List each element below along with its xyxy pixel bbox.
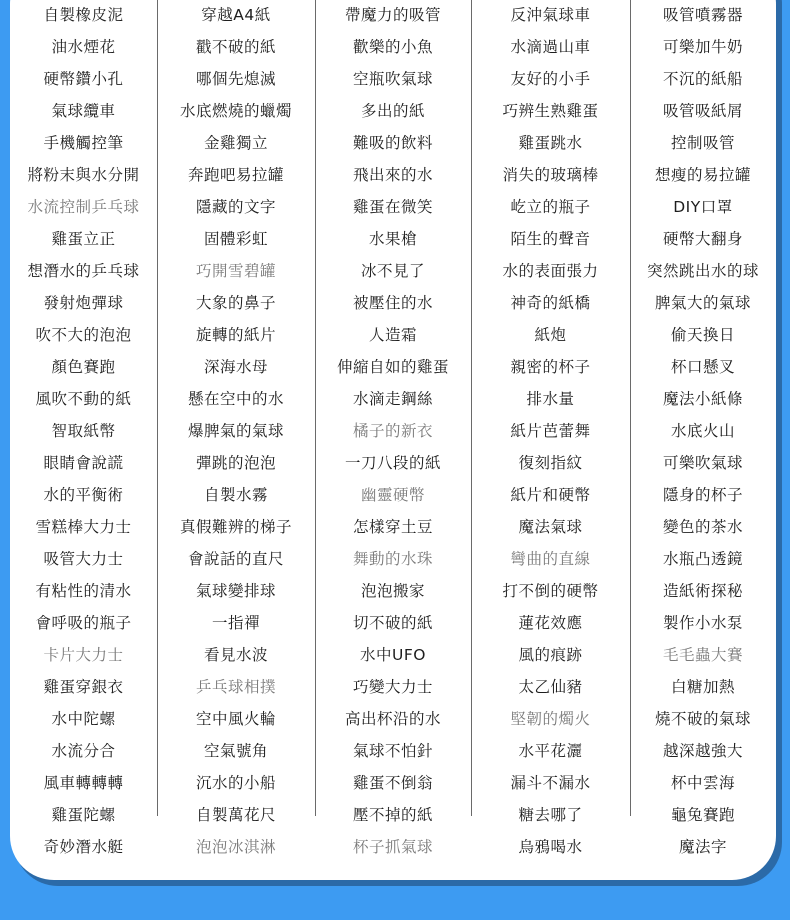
experiment-name-cell: 水果槍 xyxy=(368,230,417,248)
experiment-name-cell: 幽靈硬幣 xyxy=(360,486,425,504)
experiment-name-cell: 吸管吸紙屑 xyxy=(662,102,743,120)
experiment-name-cell: 自製水霧 xyxy=(203,486,268,504)
experiment-name-cell: 沉水的小船 xyxy=(195,774,276,792)
experiment-name-cell: 水滴過山車 xyxy=(510,38,591,56)
experiment-name-cell: 壓不掉的紙 xyxy=(352,806,433,824)
experiment-name-cell: 切不破的紙 xyxy=(352,614,433,632)
experiment-name-cell: 魔法小紙條 xyxy=(662,390,743,408)
table-row xyxy=(10,832,776,864)
experiment-name-cell: 奇妙潛水艇 xyxy=(43,838,124,856)
experiment-name-cell: 旋轉的紙片 xyxy=(195,326,276,344)
experiment-name-cell: 將粉末與水分開 xyxy=(27,166,140,184)
experiment-name-cell: 不沉的紙船 xyxy=(662,70,743,88)
experiment-name-cell: 自製萬花尺 xyxy=(195,806,276,824)
experiment-name-cell: 巧開雪碧罐 xyxy=(195,262,276,280)
table-row xyxy=(10,704,776,736)
experiment-list-card xyxy=(10,0,776,880)
experiment-name-cell: 神奇的紙橋 xyxy=(510,294,591,312)
experiment-name-cell: 杯子抓氣球 xyxy=(352,838,433,856)
experiment-name-cell: 可樂加牛奶 xyxy=(662,38,743,56)
table-row xyxy=(10,576,776,608)
experiment-name-cell: 發射炮彈球 xyxy=(43,294,124,312)
experiment-name-cell: 蓮花效應 xyxy=(518,614,583,632)
table-row xyxy=(10,608,776,640)
experiment-name-cell: 歡樂的小魚 xyxy=(352,38,433,56)
experiment-name-cell: 自製橡皮泥 xyxy=(43,6,124,24)
experiment-name-cell: 風吹不動的紙 xyxy=(35,390,132,408)
experiment-name-cell: 水瓶凸透鏡 xyxy=(662,550,743,568)
experiment-name-cell: 水滴走鋼絲 xyxy=(352,390,433,408)
experiment-name-cell: 巧辨生熟雞蛋 xyxy=(502,102,599,120)
experiment-name-cell: 造紙術探秘 xyxy=(662,582,743,600)
experiment-name-cell: 伸縮自如的雞蛋 xyxy=(336,358,449,376)
experiment-name-cell: 一指禪 xyxy=(211,614,260,632)
experiment-name-cell: 氣球纜車 xyxy=(51,102,116,120)
experiment-name-cell: 反沖氣球車 xyxy=(510,6,591,24)
experiment-name-cell: 氣球變排球 xyxy=(195,582,276,600)
table-row xyxy=(10,480,776,512)
experiment-name-cell: 雞蛋在微笑 xyxy=(352,198,433,216)
experiment-name-cell: 固體彩虹 xyxy=(203,230,268,248)
experiment-name-cell: 怎樣穿土豆 xyxy=(352,518,433,536)
table-row xyxy=(10,224,776,256)
experiment-name-cell: 白糖加熱 xyxy=(670,678,735,696)
table-row xyxy=(10,384,776,416)
experiment-name-cell: 控制吸管 xyxy=(670,134,735,152)
experiment-name-cell: 有粘性的清水 xyxy=(35,582,132,600)
experiment-name-cell: 糖去哪了 xyxy=(518,806,583,824)
table-row xyxy=(10,64,776,96)
experiment-name-cell: 親密的杯子 xyxy=(510,358,591,376)
experiment-name-cell: 紙炮 xyxy=(534,326,567,344)
experiment-name-cell: 卡片大力士 xyxy=(43,646,124,664)
experiment-name-cell: 飛出來的水 xyxy=(352,166,433,184)
experiment-name-cell: 毛毛蟲大賽 xyxy=(662,646,743,664)
experiment-name-cell: 爆脾氣的氣球 xyxy=(187,422,284,440)
experiment-name-cell: 帶魔力的吸管 xyxy=(344,6,441,24)
experiment-name-cell: 水中UFO xyxy=(360,646,426,664)
experiment-name-cell: 懸在空中的水 xyxy=(187,390,284,408)
experiment-name-cell: 會呼吸的瓶子 xyxy=(35,614,132,632)
experiment-name-cell: 排水量 xyxy=(526,390,575,408)
experiment-name-cell: 打不倒的硬幣 xyxy=(502,582,599,600)
experiment-name-cell: 真假難辨的梯子 xyxy=(179,518,292,536)
experiment-name-cell: 屹立的瓶子 xyxy=(510,198,591,216)
experiment-name-cell: 泡泡冰淇淋 xyxy=(195,838,276,856)
experiment-name-cell: 水流分合 xyxy=(51,742,116,760)
experiment-name-cell: 泡泡搬家 xyxy=(360,582,425,600)
experiment-name-cell: 戳不破的紙 xyxy=(195,38,276,56)
experiment-name-cell: 吸管噴霧器 xyxy=(662,6,743,24)
experiment-name-cell: 水底火山 xyxy=(670,422,735,440)
experiment-name-cell: 大象的鼻子 xyxy=(195,294,276,312)
experiment-name-cell: 橘子的新衣 xyxy=(352,422,433,440)
table-row xyxy=(10,96,776,128)
experiment-name-cell: 水底燃燒的蠟燭 xyxy=(179,102,292,120)
experiment-name-cell: 雞蛋陀螺 xyxy=(51,806,116,824)
experiment-name-cell: 吹不大的泡泡 xyxy=(35,326,132,344)
experiment-name-cell: 被壓住的水 xyxy=(352,294,433,312)
experiment-name-cell: 想潛水的乒乓球 xyxy=(27,262,140,280)
table-row xyxy=(10,352,776,384)
experiment-name-cell: 硬幣鑽小孔 xyxy=(43,70,124,88)
experiment-name-cell: 紙片和硬幣 xyxy=(510,486,591,504)
table-row xyxy=(10,320,776,352)
table-row xyxy=(10,640,776,672)
experiment-name-cell: 龜兔賽跑 xyxy=(670,806,735,824)
table-row xyxy=(10,448,776,480)
experiment-name-cell: 製作小水泵 xyxy=(662,614,743,632)
experiment-name-cell: 冰不見了 xyxy=(360,262,425,280)
experiment-name-cell: 雞蛋立正 xyxy=(51,230,116,248)
experiment-name-cell: DIY口罩 xyxy=(673,198,733,216)
experiment-name-cell: 空氣號角 xyxy=(203,742,268,760)
experiment-name-cell: 吸管大力士 xyxy=(43,550,124,568)
experiment-name-cell: 多出的紙 xyxy=(360,102,425,120)
table-row xyxy=(10,32,776,64)
experiment-name-cell: 難吸的飲料 xyxy=(352,134,433,152)
experiment-name-cell: 烏鴉喝水 xyxy=(518,838,583,856)
experiment-name-cell: 友好的小手 xyxy=(510,70,591,88)
table-row xyxy=(10,672,776,704)
table-row xyxy=(10,544,776,576)
table-row xyxy=(10,160,776,192)
experiment-name-cell: 隱藏的文字 xyxy=(195,198,276,216)
experiment-name-cell: 眼睛會說謊 xyxy=(43,454,124,472)
experiment-name-cell: 穿越A4紙 xyxy=(201,6,271,24)
experiment-name-cell: 奔跑吧易拉罐 xyxy=(187,166,284,184)
experiment-name-cell: 乒乓球相撲 xyxy=(195,678,276,696)
experiment-name-cell: 會說話的直尺 xyxy=(187,550,284,568)
experiment-name-cell: 魔法氣球 xyxy=(518,518,583,536)
experiment-name-cell: 智取紙幣 xyxy=(51,422,116,440)
experiment-name-cell: 人造霜 xyxy=(368,326,417,344)
experiment-name-cell: 漏斗不漏水 xyxy=(510,774,591,792)
experiment-name-cell: 巧變大力士 xyxy=(352,678,433,696)
experiment-name-cell: 顏色賽跑 xyxy=(51,358,116,376)
experiment-name-cell: 風車轉轉轉 xyxy=(43,774,124,792)
experiment-name-cell: 太乙仙豬 xyxy=(518,678,583,696)
experiment-name-cell: 復刻指紋 xyxy=(518,454,583,472)
experiment-name-cell: 杯口懸叉 xyxy=(670,358,735,376)
experiment-name-cell: 突然跳出水的球 xyxy=(646,262,759,280)
experiment-name-cell: 彈跳的泡泡 xyxy=(195,454,276,472)
experiment-name-cell: 越深越強大 xyxy=(662,742,743,760)
experiment-name-cell: 偷天換日 xyxy=(670,326,735,344)
experiment-name-cell: 脾氣大的氣球 xyxy=(654,294,751,312)
experiment-name-cell: 油水煙花 xyxy=(51,38,116,56)
experiment-name-cell: 隱身的杯子 xyxy=(662,486,743,504)
experiment-name-cell: 堅韌的燭火 xyxy=(510,710,591,728)
table-row xyxy=(10,512,776,544)
experiment-name-cell: 風的痕跡 xyxy=(518,646,583,664)
experiment-name-cell: 水的平衡術 xyxy=(43,486,124,504)
experiment-name-cell: 哪個先熄滅 xyxy=(195,70,276,88)
experiment-name-cell: 水平花灑 xyxy=(518,742,583,760)
experiment-name-cell: 變色的茶水 xyxy=(662,518,743,536)
experiment-name-cell: 金雞獨立 xyxy=(203,134,268,152)
table-row xyxy=(10,192,776,224)
experiment-name-cell: 氣球不怕針 xyxy=(352,742,433,760)
experiment-name-cell: 水的表面張力 xyxy=(502,262,599,280)
table-row xyxy=(10,800,776,832)
experiment-name-cell: 水流控制乒乓球 xyxy=(27,198,140,216)
table-row xyxy=(10,768,776,800)
experiment-name-cell: 想瘦的易拉罐 xyxy=(654,166,751,184)
table-row xyxy=(10,416,776,448)
experiment-name-cell: 深海水母 xyxy=(203,358,268,376)
experiment-name-cell: 可樂吹氣球 xyxy=(662,454,743,472)
experiment-name-cell: 高出杯沿的水 xyxy=(344,710,441,728)
experiment-name-cell: 空瓶吹氣球 xyxy=(352,70,433,88)
experiment-name-cell: 彎曲的直線 xyxy=(510,550,591,568)
table-row xyxy=(10,256,776,288)
experiment-name-cell: 硬幣大翻身 xyxy=(662,230,743,248)
experiment-name-cell: 手機觸控筆 xyxy=(43,134,124,152)
experiment-name-cell: 杯中雲海 xyxy=(670,774,735,792)
experiment-name-cell: 雞蛋穿銀衣 xyxy=(43,678,124,696)
experiment-name-cell: 空中風火輪 xyxy=(195,710,276,728)
experiment-name-cell: 看見水波 xyxy=(203,646,268,664)
experiment-name-cell: 魔法字 xyxy=(678,838,727,856)
experiment-name-cell: 雞蛋不倒翁 xyxy=(352,774,433,792)
experiment-name-cell: 雪糕棒大力士 xyxy=(35,518,132,536)
experiment-name-cell: 一刀八段的紙 xyxy=(344,454,441,472)
experiment-name-cell: 燒不破的氣球 xyxy=(654,710,751,728)
table-row xyxy=(10,0,776,32)
table-row xyxy=(10,128,776,160)
experiment-name-cell: 消失的玻璃棒 xyxy=(502,166,599,184)
experiment-name-cell: 水中陀螺 xyxy=(51,710,116,728)
experiment-name-cell: 陌生的聲音 xyxy=(510,230,591,248)
experiment-name-cell: 雞蛋跳水 xyxy=(518,134,583,152)
experiment-name-cell: 紙片芭蕾舞 xyxy=(510,422,591,440)
table-row xyxy=(10,736,776,768)
experiment-table xyxy=(10,0,776,856)
table-row xyxy=(10,288,776,320)
experiment-name-cell: 舞動的水珠 xyxy=(352,550,433,568)
